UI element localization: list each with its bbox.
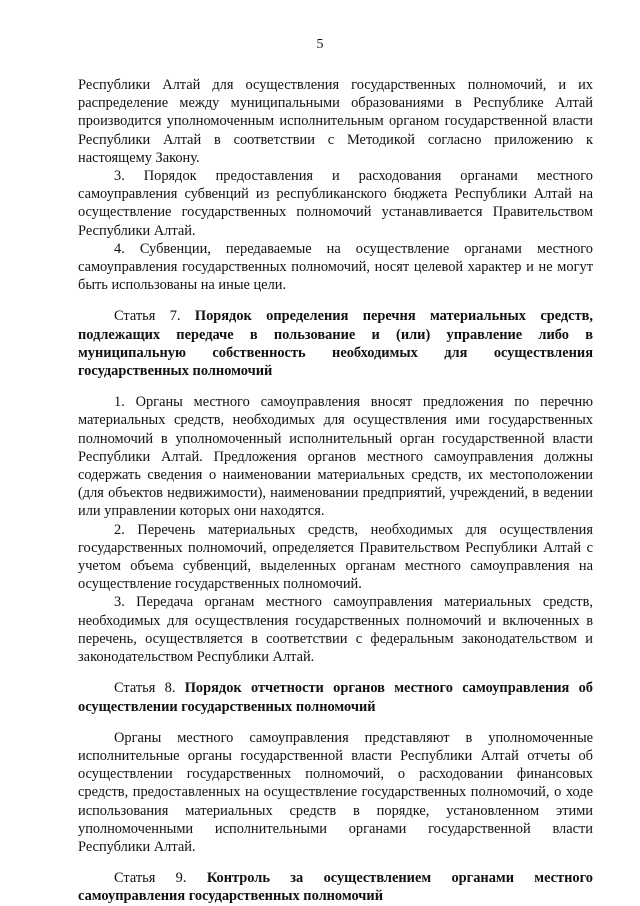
article-9-title: Контроль за осуществлением органами местного самоуправления государственных полномочий [78, 870, 593, 905]
article-8-title: Порядок отчетности органов местного самоуправления об осуществлении государственных полномочий [78, 680, 593, 715]
article-6-paragraph-4: 4. Субвенции, передаваемые на осуществление органами местного самоуправления государственных полномочий, носят целевой характер и не могут быть использованы на иные цели. [78, 240, 593, 294]
article-7-label: Статья 7. [114, 308, 181, 325]
page-number: 5 [316, 37, 324, 52]
document-body [78, 76, 593, 906]
article-7-paragraph-1: 1. Органы местного самоуправления вносят предложения по перечню материальных средств, необходимых для осуществления ими государственных полномочий в уполномоченный исполнительный орган государственной власти Республики Алтай. Предложения органов местного самоуправления должны содержать сведения о наименовании материальных средств, их местоположении (для объектов недвижимости), наименовании предприятий, учреждений, в ведении или управлении которых они находятся. [78, 394, 593, 520]
article-9-label: Статья 9. [114, 870, 187, 887]
article-7-heading [78, 307, 593, 380]
article-7-title: Порядок определения перечня материальных средств, подлежащих передаче в пользование и (или) управление либо в муниципальную собственность необходимых для осуществления государственных полномочий [78, 308, 594, 380]
article-8-heading [78, 679, 593, 715]
article-7-paragraph-3: 3. Передача органам местного самоуправления материальных средств, необходимых для осуществления государственных полномочий и включенных в перечень, осуществляется в соответствии с федеральным законодательством и законодательством Республики Алтай. [78, 594, 593, 666]
continuation-paragraph: Республики Алтай для осуществления государственных полномочий, и их распределение между муниципальными образованиями в Республике Алтай производится уполномоченным исполнительным органом государственной власти Республики Алтай в соответствии с Методикой согласно приложению к настоящему Закону. [78, 77, 593, 166]
article-6-paragraph-3: 3. Порядок предоставления и расходования органами местного самоуправления субвенций из республиканского бюджета Республики Алтай на осуществление государственных полномочий устанавливается Правительством Республики Алтай. [78, 168, 593, 239]
article-7-paragraph-2: 2. Перечень материальных средств, необходимых для осуществления государственных полномочий, определяется Правительством Республики Алтай с учетом объема субвенций, выделенных органам местного самоуправления на осуществление государственных полномочий. [78, 521, 593, 593]
article-8-label: Статья 8. [114, 680, 176, 697]
article-8-paragraph-1: Органы местного самоуправления представляют в уполномоченные исполнительные органы государственной власти Республики Алтай отчеты об осуществлении государственных полномочий, о расходовании финансовых средств, предоставленных на осуществление государственных полномочий, о ходе использования материальных средств в порядке, установленном этими уполномоченными исполнительными органами государственной власти Республики Алтай. [78, 729, 593, 855]
article-9-heading [78, 869, 593, 905]
